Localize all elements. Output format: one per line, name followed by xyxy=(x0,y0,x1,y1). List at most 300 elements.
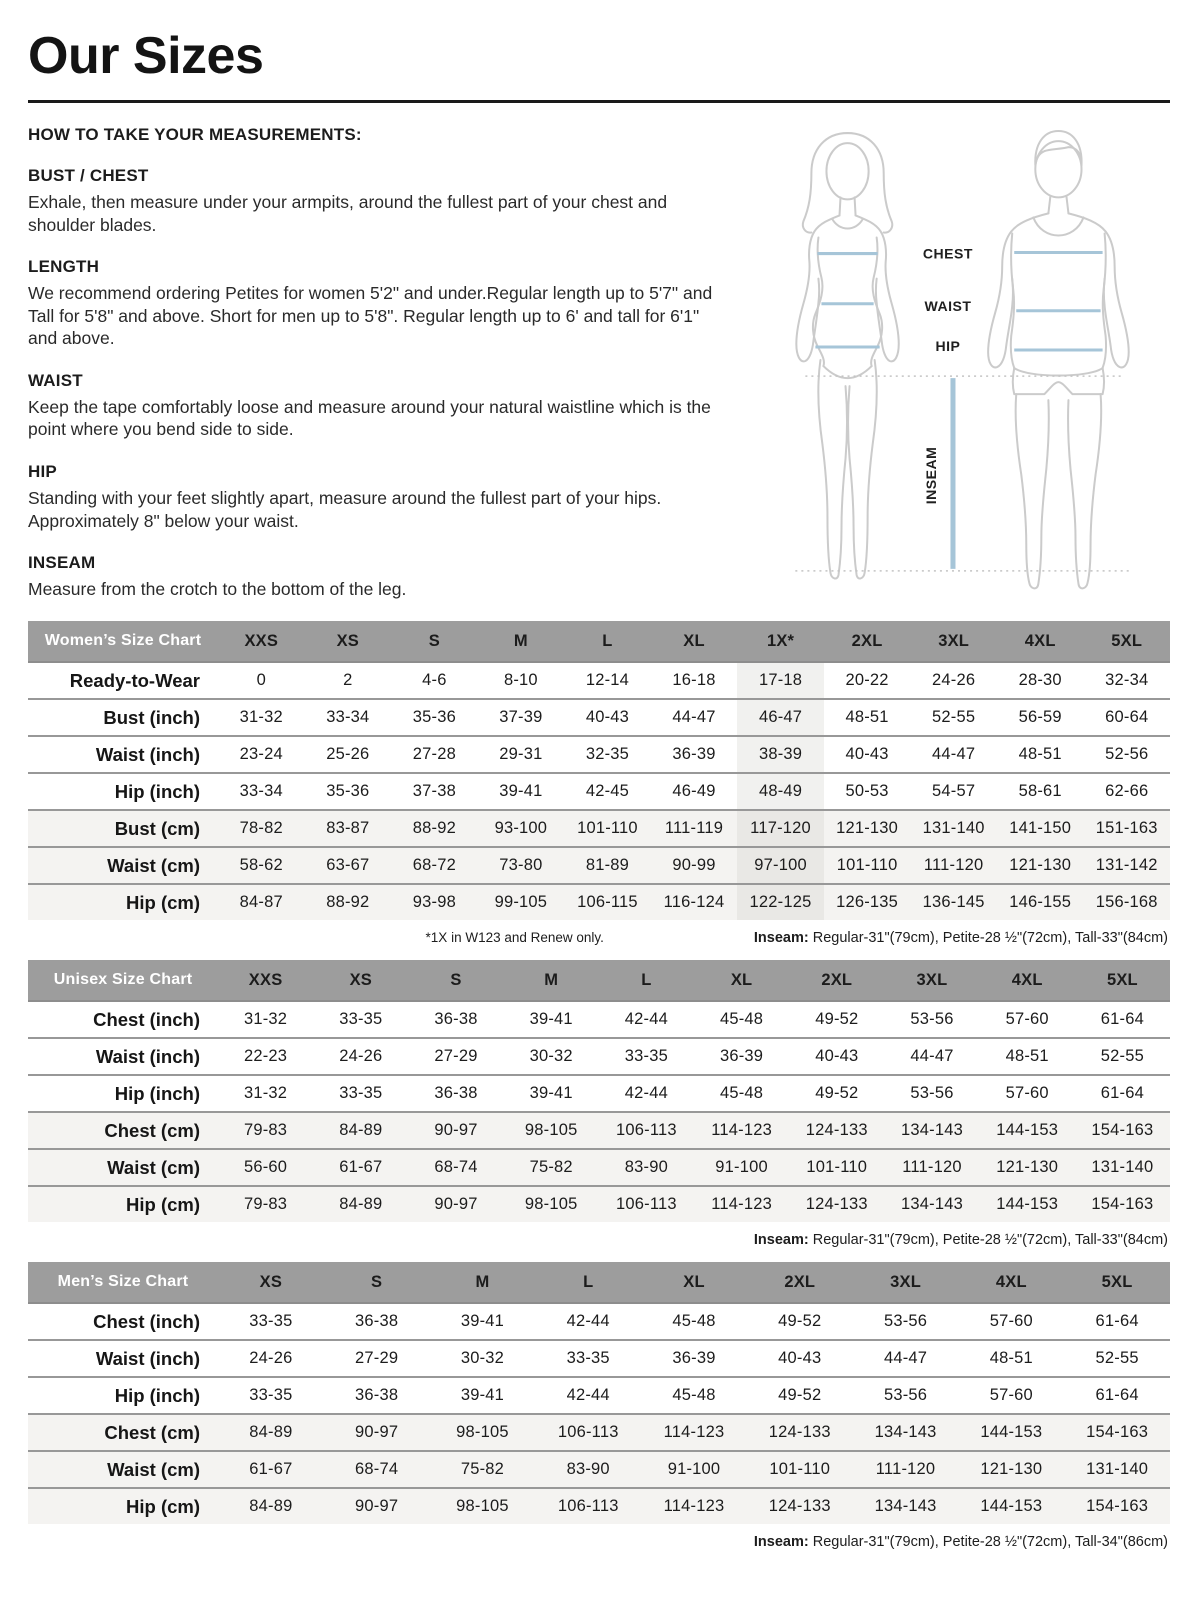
table-row xyxy=(28,1302,1170,1339)
section-body: Measure from the crotch to the bottom of the leg. xyxy=(28,579,407,600)
size-column-header: M xyxy=(475,1272,490,1291)
man-right-leg xyxy=(1068,394,1101,588)
size-cell: 61-64 xyxy=(1100,1010,1144,1028)
section-title: LENGTH xyxy=(28,257,100,277)
row-label: Waist (inch) xyxy=(95,1347,200,1369)
size-column-header: M xyxy=(513,631,528,650)
size-cell: 62-66 xyxy=(1105,782,1149,800)
instructions-heading: HOW TO TAKE YOUR MEASUREMENTS: xyxy=(28,125,362,144)
size-cell: 101-110 xyxy=(577,819,638,837)
size-cell: 16-18 xyxy=(672,671,716,689)
woman-figure xyxy=(796,133,898,578)
size-cell: 44-47 xyxy=(910,1047,954,1065)
size-column-header: 2XL xyxy=(784,1272,816,1291)
size-cell: 97-100 xyxy=(737,848,824,883)
size-cell: 35-36 xyxy=(412,708,456,726)
size-cell: 8-10 xyxy=(503,671,538,689)
table-header-row xyxy=(28,621,1170,661)
waist-label: WAIST xyxy=(924,297,972,314)
womens-size-table xyxy=(28,621,1170,946)
size-cell: 134-143 xyxy=(901,1195,963,1213)
size-column-header: L xyxy=(602,631,613,650)
table-row xyxy=(28,846,1170,883)
size-cell: 45-48 xyxy=(672,1386,716,1404)
size-cell: 61-64 xyxy=(1100,1084,1144,1102)
size-column-header: XS xyxy=(349,970,372,989)
size-cell: 134-143 xyxy=(874,1497,937,1515)
size-cell: 37-39 xyxy=(499,708,543,726)
size-cell: 131-140 xyxy=(922,819,985,837)
size-cell: 136-145 xyxy=(922,893,985,911)
size-cell: 38-39 xyxy=(737,737,824,772)
row-label: Bust (inch) xyxy=(103,706,200,728)
size-column-header: XL xyxy=(730,970,753,989)
size-cell: 98-105 xyxy=(524,1195,578,1213)
size-cell: 84-87 xyxy=(239,893,283,911)
size-cell: 56-59 xyxy=(1018,708,1062,726)
size-cell: 124-133 xyxy=(805,1121,868,1139)
size-cell: 83-87 xyxy=(326,819,370,837)
size-cell: 116-124 xyxy=(663,893,725,911)
size-cell: 42-44 xyxy=(624,1084,668,1102)
size-cell: 154-163 xyxy=(1086,1497,1149,1515)
size-cell: 111-120 xyxy=(902,1158,962,1176)
size-cell: 88-92 xyxy=(412,819,456,837)
instruction-section-inseam xyxy=(28,553,732,601)
table-title: Men’s Size Chart xyxy=(57,1273,189,1290)
size-column-header: XXS xyxy=(248,970,283,989)
size-cell: 46-47 xyxy=(737,700,824,735)
size-cell: 50-53 xyxy=(845,782,889,800)
size-cell: 63-67 xyxy=(326,856,370,874)
table-header-row xyxy=(28,960,1170,1000)
size-cell: 40-43 xyxy=(585,708,630,726)
row-label: Waist (inch) xyxy=(95,1045,200,1067)
mens-size-table xyxy=(28,1262,1170,1550)
table-footnotes xyxy=(28,1534,1168,1550)
size-cell: 28-30 xyxy=(1018,671,1062,689)
size-cell: 32-35 xyxy=(585,745,630,763)
size-cell: 17-18 xyxy=(737,663,824,698)
size-cell: 106-115 xyxy=(577,893,638,911)
size-cell: 31-32 xyxy=(243,1010,288,1028)
size-cell: 45-48 xyxy=(719,1084,764,1102)
size-cell: 61-64 xyxy=(1095,1312,1139,1330)
size-cell: 27-29 xyxy=(434,1047,478,1065)
size-cell: 36-39 xyxy=(672,1349,716,1367)
inseam-footnote: Inseam: Regular-31"(79cm), Petite-28 ½"(72cm), Tall-34"(86cm) xyxy=(753,1534,1168,1550)
size-cell: 35-36 xyxy=(326,782,370,800)
size-cell: 39-41 xyxy=(499,782,543,800)
row-label: Waist (cm) xyxy=(107,1156,200,1178)
size-cell: 57-60 xyxy=(989,1312,1033,1330)
woman-hair-right xyxy=(848,133,893,233)
table-row xyxy=(28,772,1170,809)
size-cell: 57-60 xyxy=(1005,1084,1049,1102)
size-cell: 134-143 xyxy=(874,1423,937,1441)
table-row xyxy=(28,1000,1170,1037)
title-divider xyxy=(28,100,1170,103)
size-cell: 156-168 xyxy=(1095,893,1158,911)
size-cell: 31-32 xyxy=(243,1084,288,1102)
table-row xyxy=(28,883,1170,920)
size-cell: 42-44 xyxy=(566,1312,610,1330)
size-cell: 33-35 xyxy=(249,1386,293,1404)
size-cell: 48-51 xyxy=(989,1349,1033,1367)
size-cell: 90-97 xyxy=(434,1121,478,1139)
size-cell: 131-142 xyxy=(1095,856,1158,874)
size-cell: 141-150 xyxy=(1009,819,1072,837)
size-cell: 56-60 xyxy=(243,1158,288,1176)
size-cell: 106-113 xyxy=(616,1121,677,1139)
size-cell: 131-140 xyxy=(1086,1460,1149,1478)
man-figure xyxy=(988,131,1129,588)
size-cell: 49-52 xyxy=(815,1010,859,1028)
size-cell: 78-82 xyxy=(239,819,283,837)
size-cell: 33-34 xyxy=(326,708,370,726)
size-cell: 32-34 xyxy=(1105,671,1149,689)
size-cell: 121-130 xyxy=(980,1460,1043,1478)
size-column-header: 5XL xyxy=(1106,970,1138,989)
size-cell: 48-49 xyxy=(737,774,824,809)
size-cell: 49-52 xyxy=(778,1386,822,1404)
section-body: Standing with your feet slightly apart, measure around the fullest part of your hips. Approximately 8" below your waist. xyxy=(28,487,662,531)
size-cell: 98-105 xyxy=(456,1497,509,1515)
table-row xyxy=(28,1376,1170,1413)
instruction-section-bust-chest xyxy=(28,166,732,236)
table-row xyxy=(28,698,1170,735)
size-column-header: XS xyxy=(259,1272,283,1291)
size-cell: 22-23 xyxy=(243,1047,288,1065)
size-column-header: XL xyxy=(683,631,705,650)
size-column-header: 4XL xyxy=(1024,631,1056,650)
table-row xyxy=(28,1339,1170,1376)
row-label: Hip (cm) xyxy=(126,891,200,913)
size-cell: 25-26 xyxy=(326,745,370,763)
man-right-arm xyxy=(1068,213,1128,367)
size-cell: 91-100 xyxy=(667,1460,721,1478)
size-column-header: S xyxy=(371,1272,383,1291)
man-left-leg xyxy=(1016,394,1049,588)
size-cell: 52-55 xyxy=(932,708,976,726)
page-title: Our Sizes xyxy=(28,27,264,85)
size-column-header: 4XL xyxy=(995,1272,1027,1291)
size-cell: 33-35 xyxy=(566,1349,610,1367)
table-row xyxy=(28,809,1170,846)
size-cell: 39-41 xyxy=(460,1312,505,1330)
size-cell: 61-67 xyxy=(249,1460,293,1478)
size-column-header: 3XL xyxy=(890,1272,921,1291)
size-cell: 58-61 xyxy=(1018,782,1062,800)
inseam-label: INSEAM xyxy=(922,446,939,505)
table-row xyxy=(28,1148,1170,1185)
size-cell: 44-47 xyxy=(883,1349,928,1367)
size-cell: 40-43 xyxy=(815,1047,859,1065)
size-cell: 126-135 xyxy=(836,893,899,911)
size-cell: 122-125 xyxy=(737,885,824,920)
size-cell: 42-44 xyxy=(566,1386,610,1404)
size-cell: 12-14 xyxy=(585,671,630,689)
size-cell: 90-99 xyxy=(672,856,716,874)
size-cell: 117-120 xyxy=(737,811,824,846)
size-cell: 151-163 xyxy=(1095,819,1158,837)
size-cell: 24-26 xyxy=(249,1349,293,1367)
size-cell: 99-105 xyxy=(494,893,548,911)
row-label: Chest (inch) xyxy=(93,1008,200,1030)
body-measurement-diagram xyxy=(746,119,1170,601)
size-cell: 75-82 xyxy=(460,1460,505,1478)
size-column-header: M xyxy=(544,970,559,989)
size-cell: 48-51 xyxy=(1005,1047,1049,1065)
size-cell: 73-80 xyxy=(499,856,543,874)
size-column-header: XXS xyxy=(244,631,279,650)
inseam-footnote: Inseam: Regular-31"(79cm), Petite-28 ½"(72cm), Tall-33"(84cm) xyxy=(753,1232,1168,1248)
man-tank-neckline xyxy=(1033,217,1083,235)
size-cell: 101-110 xyxy=(836,856,898,874)
size-cell: 46-49 xyxy=(672,782,716,800)
size-cell: 83-90 xyxy=(624,1158,668,1176)
size-cell: 40-43 xyxy=(778,1349,822,1367)
inseam-footnote-label: Inseam: xyxy=(753,1232,809,1248)
size-column-header: 1X* xyxy=(766,631,795,650)
size-cell: 83-90 xyxy=(566,1460,610,1478)
row-label: Chest (inch) xyxy=(93,1310,200,1332)
size-cell: 111-120 xyxy=(875,1460,936,1478)
size-cell: 60-64 xyxy=(1105,708,1149,726)
size-cell: 61-64 xyxy=(1095,1386,1139,1404)
size-cell: 98-105 xyxy=(456,1423,509,1441)
size-cell: 30-32 xyxy=(460,1349,505,1367)
hip-label: HIP xyxy=(935,337,961,354)
size-cell: 42-45 xyxy=(585,782,630,800)
size-cell: 84-89 xyxy=(249,1423,293,1441)
size-cell: 144-153 xyxy=(996,1121,1059,1139)
table-row xyxy=(28,1487,1170,1524)
size-column-header: XS xyxy=(336,631,360,650)
table-footnotes xyxy=(28,1232,1168,1248)
size-column-header: 4XL xyxy=(1011,970,1043,989)
man-left-arm xyxy=(988,213,1048,367)
size-cell: 90-97 xyxy=(355,1423,399,1441)
size-cell: 121-130 xyxy=(996,1158,1059,1176)
section-title: INSEAM xyxy=(28,553,96,573)
size-cell: 53-56 xyxy=(883,1312,928,1330)
size-cell: 39-41 xyxy=(460,1386,505,1404)
inseam-footnote-label: Inseam: xyxy=(753,930,809,946)
size-cell: 45-48 xyxy=(719,1010,764,1028)
size-cell: 98-105 xyxy=(524,1121,578,1139)
row-label: Waist (cm) xyxy=(107,1458,200,1480)
size-cell: 52-56 xyxy=(1105,745,1149,763)
table-title: Unisex Size Chart xyxy=(53,971,193,988)
woman-right-leg xyxy=(848,360,877,579)
size-cell: 44-47 xyxy=(672,708,716,726)
table-row xyxy=(28,1413,1170,1450)
size-cell: 30-32 xyxy=(529,1047,573,1065)
size-cell: 68-72 xyxy=(412,856,456,874)
unisex-size-table xyxy=(28,960,1170,1248)
table-footnotes xyxy=(28,930,1168,946)
size-cell: 45-48 xyxy=(672,1312,716,1330)
size-cell: 36-39 xyxy=(719,1047,764,1065)
woman-head xyxy=(826,143,868,199)
table-header-row xyxy=(28,1262,1170,1302)
size-cell: 36-38 xyxy=(355,1386,399,1404)
size-cell: 79-83 xyxy=(243,1195,288,1213)
table-row xyxy=(28,1037,1170,1074)
size-cell: 124-133 xyxy=(768,1497,831,1515)
size-cell: 33-34 xyxy=(239,782,283,800)
size-cell: 27-28 xyxy=(412,745,456,763)
size-cell: 40-43 xyxy=(845,745,889,763)
size-cell: 101-110 xyxy=(806,1158,868,1176)
woman-left-leg xyxy=(818,360,847,579)
size-cell: 91-100 xyxy=(715,1158,768,1176)
size-cell: 106-113 xyxy=(557,1497,619,1515)
table-row xyxy=(28,1450,1170,1487)
size-cell: 134-143 xyxy=(901,1121,963,1139)
size-cell: 36-38 xyxy=(355,1312,399,1330)
size-cell: 114-123 xyxy=(663,1423,725,1441)
size-cell: 33-35 xyxy=(624,1047,668,1065)
size-cell: 57-60 xyxy=(1005,1010,1049,1028)
man-neck xyxy=(1048,196,1068,213)
size-cell: 54-57 xyxy=(932,782,976,800)
size-cell: 0 xyxy=(256,671,266,689)
size-cell: 75-82 xyxy=(529,1158,573,1176)
section-body: We recommend ordering Petites for women 5'2" and under.Regular length up to 5'7" and Tall for 5'8" and above. Short for men up to 5'8". Regular length up to 6' and tall for 6'1" and above. xyxy=(28,283,713,349)
size-column-header: 3XL xyxy=(916,970,948,989)
size-cell: 42-44 xyxy=(624,1010,668,1028)
size-cell: 124-133 xyxy=(768,1423,831,1441)
size-cell: 44-47 xyxy=(932,745,976,763)
highlight-column-footnote: *1X in W123 and Renew only. xyxy=(425,930,604,945)
size-cell: 106-113 xyxy=(616,1195,677,1213)
size-table xyxy=(28,621,1170,920)
size-cell: 144-153 xyxy=(980,1423,1043,1441)
instruction-section-waist xyxy=(28,371,732,441)
size-column-header: L xyxy=(641,970,652,989)
size-cell: 52-55 xyxy=(1095,1349,1139,1367)
size-cell: 24-26 xyxy=(339,1047,383,1065)
row-label: Hip (cm) xyxy=(126,1495,200,1517)
size-table xyxy=(28,960,1170,1222)
woman-hair-left xyxy=(803,133,848,233)
row-label: Hip (cm) xyxy=(126,1193,200,1215)
size-cell: 33-35 xyxy=(249,1312,293,1330)
size-cell: 36-39 xyxy=(672,745,716,763)
row-label: Chest (cm) xyxy=(104,1421,200,1443)
chest-label: CHEST xyxy=(922,245,974,262)
size-cell: 121-130 xyxy=(836,819,899,837)
size-cell: 93-98 xyxy=(412,893,456,911)
size-cell: 88-92 xyxy=(326,893,370,911)
size-table xyxy=(28,1262,1170,1524)
size-cell: 131-140 xyxy=(1091,1158,1154,1176)
table-row xyxy=(28,1111,1170,1148)
size-cell: 84-89 xyxy=(249,1497,293,1515)
size-cell: 154-163 xyxy=(1091,1121,1154,1139)
row-label: Chest (cm) xyxy=(104,1119,200,1141)
inseam-footnote-label: Inseam: xyxy=(753,1534,809,1550)
size-cell: 93-100 xyxy=(494,819,548,837)
table-title: Women’s Size Chart xyxy=(44,632,202,649)
size-cell: 114-123 xyxy=(663,1497,725,1515)
size-cell: 106-113 xyxy=(557,1423,619,1441)
table-row xyxy=(28,735,1170,772)
size-cell: 31-32 xyxy=(239,708,283,726)
size-column-header: S xyxy=(450,970,462,989)
size-cell: 57-60 xyxy=(989,1386,1033,1404)
row-label: Waist (cm) xyxy=(107,854,200,876)
size-cell: 90-97 xyxy=(434,1195,478,1213)
size-cell: 48-51 xyxy=(845,708,889,726)
size-cell: 114-123 xyxy=(711,1121,772,1139)
section-title: HIP xyxy=(28,461,57,481)
size-cell: 121-130 xyxy=(1009,856,1072,874)
size-cell: 37-38 xyxy=(412,782,456,800)
size-cell: 111-119 xyxy=(664,819,724,837)
row-label: Hip (inch) xyxy=(114,1384,200,1406)
woman-tank-neckline xyxy=(832,219,862,228)
section-title: BUST / CHEST xyxy=(28,166,149,185)
size-cell: 84-89 xyxy=(339,1195,383,1213)
section-body: Exhale, then measure under your armpits, around the fullest part of your chest and shoulder blades. xyxy=(28,192,668,235)
size-cell: 68-74 xyxy=(355,1460,399,1478)
size-column-header: XL xyxy=(683,1272,705,1291)
section-body: Keep the tape comfortably loose and measure around your natural waistline which is the point where you bend side to side. xyxy=(28,396,711,440)
size-cell: 61-67 xyxy=(339,1158,383,1176)
size-cell: 53-56 xyxy=(883,1386,928,1404)
size-column-header: S xyxy=(428,631,440,650)
size-cell: 33-35 xyxy=(339,1084,383,1102)
size-cell: 154-163 xyxy=(1091,1195,1154,1213)
man-shorts-top xyxy=(1014,368,1102,376)
row-label: Ready-to-Wear xyxy=(69,669,200,691)
table-row xyxy=(28,1074,1170,1111)
row-label: Hip (inch) xyxy=(114,1082,200,1104)
size-cell: 48-51 xyxy=(1018,745,1062,763)
size-cell: 79-83 xyxy=(243,1121,288,1139)
table-row xyxy=(28,1185,1170,1222)
size-column-header: 3XL xyxy=(938,631,970,650)
size-cell: 84-89 xyxy=(339,1121,383,1139)
size-cell: 49-52 xyxy=(778,1312,822,1330)
table-row xyxy=(28,661,1170,698)
size-cell: 33-35 xyxy=(339,1010,383,1028)
size-cell: 154-163 xyxy=(1086,1423,1149,1441)
size-cell: 144-153 xyxy=(996,1195,1059,1213)
size-cell: 58-62 xyxy=(239,856,283,874)
size-cell: 124-133 xyxy=(805,1195,868,1213)
row-label: Hip (inch) xyxy=(114,780,200,802)
size-cell: 81-89 xyxy=(585,856,630,874)
size-cell: 29-31 xyxy=(499,745,543,763)
size-cell: 68-74 xyxy=(434,1158,478,1176)
measurement-instructions xyxy=(28,125,732,601)
size-cell: 52-55 xyxy=(1100,1047,1144,1065)
size-cell: 111-120 xyxy=(923,856,984,874)
inseam-footnote: Inseam: Regular-31"(79cm), Petite-28 ½"(72cm), Tall-33"(84cm) xyxy=(753,930,1168,946)
size-cell: 101-110 xyxy=(769,1460,831,1478)
size-cell: 36-38 xyxy=(434,1010,478,1028)
size-cell: 23-24 xyxy=(239,745,283,763)
size-cell: 4-6 xyxy=(422,671,447,689)
size-cell: 146-155 xyxy=(1009,893,1072,911)
size-cell: 27-29 xyxy=(355,1349,399,1367)
size-cell: 114-123 xyxy=(711,1195,772,1213)
size-column-header: 2XL xyxy=(821,970,853,989)
